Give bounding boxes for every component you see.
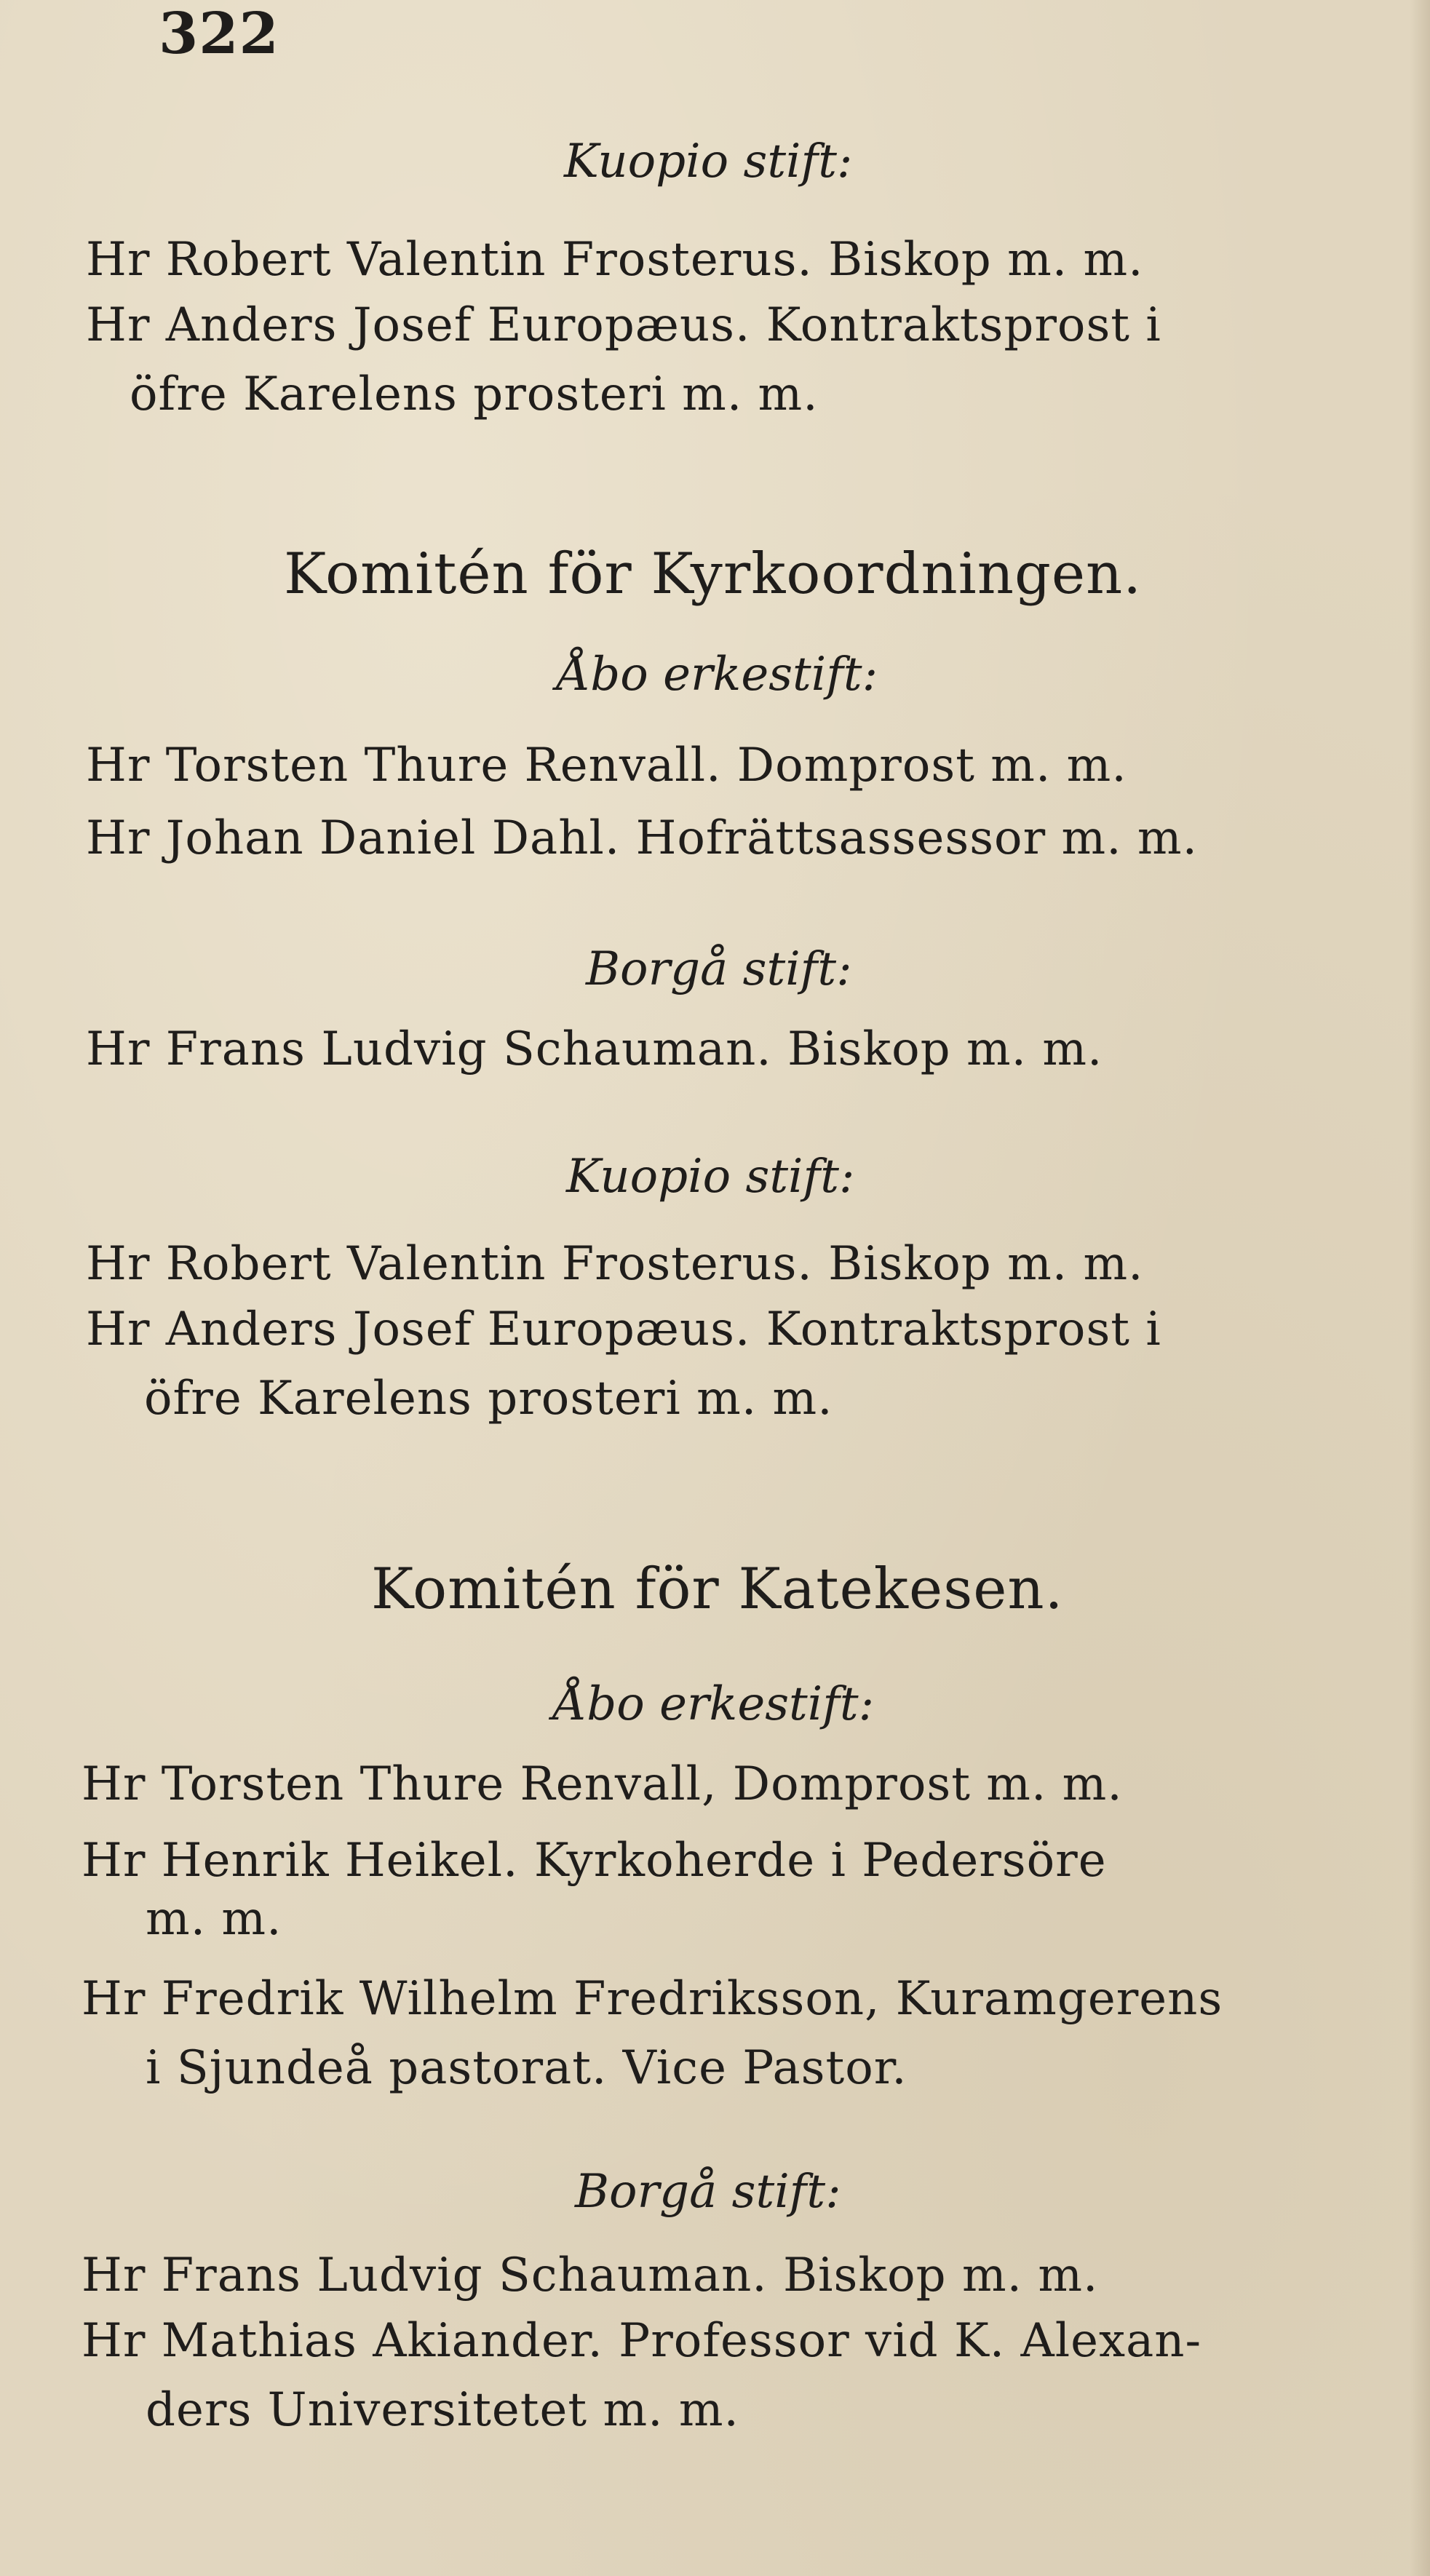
entry-frosterus-kyrko: Hr Robert Valentin Frosterus. Biskop m. m.	[86, 1237, 1144, 1291]
section-heading-kuopio-kyrko: Kuopio stift:	[566, 1150, 855, 1204]
section-heading-borga-kyrko: Borgå stift:	[586, 942, 852, 996]
page-edge-shadow	[1410, 0, 1430, 2576]
entry-akiander-kate-cont: ders Universitetet m. m.	[146, 2383, 739, 2437]
page-number: 322	[159, 1, 279, 67]
entry-fredriksson-kate: Hr Fredrik Wilhelm Fredriksson, Kuramgerens	[82, 1972, 1223, 2026]
entry-fredriksson-kate-cont: i Sjundeå pastorat. Vice Pastor.	[146, 2041, 907, 2095]
entry-renvall-kate: Hr Torsten Thure Renvall, Domprost m. m.	[82, 1757, 1123, 1811]
entry-dahl-kyrko: Hr Johan Daniel Dahl. Hofrättsassessor m. m.	[86, 811, 1198, 865]
section-heading-kuopio-top: Kuopio stift:	[564, 135, 853, 188]
entry-europaeus-top: Hr Anders Josef Europæus. Kontraktsprost i	[86, 298, 1161, 352]
entry-europaeus-kyrko-cont: öfre Karelens prosteri m. m.	[144, 1372, 833, 1426]
entry-europaeus-kyrko: Hr Anders Josef Europæus. Kontraktsprost i	[86, 1303, 1161, 1356]
section-heading-abo-kyrko: Åbo erkestift:	[557, 648, 878, 701]
entry-schauman-kate: Hr Frans Ludvig Schauman. Biskop m. m.	[82, 2249, 1099, 2302]
entry-renvall-kyrko: Hr Torsten Thure Renvall. Domprost m. m.	[86, 739, 1127, 792]
section-heading-borga-kate: Borgå stift:	[575, 2165, 841, 2219]
section-heading-abo-kate: Åbo erkestift:	[553, 1677, 875, 1731]
committee-title-kyrkoordningen: Komitén för Kyrkoordningen.	[284, 541, 1143, 607]
entry-frosterus-top: Hr Robert Valentin Frosterus. Biskop m. m.	[86, 233, 1144, 287]
entry-heikel-kate-cont: m. m.	[146, 1892, 282, 1946]
committee-title-katekesen: Komitén för Katekesen.	[371, 1557, 1064, 1622]
entry-schauman-kyrko: Hr Frans Ludvig Schauman. Biskop m. m.	[86, 1022, 1103, 1076]
entry-akiander-kate: Hr Mathias Akiander. Professor vid K. Alexan-	[82, 2314, 1202, 2368]
entry-heikel-kate: Hr Henrik Heikel. Kyrkoherde i Pedersöre	[82, 1834, 1107, 1888]
entry-europaeus-top-cont: öfre Karelens prosteri m. m.	[130, 367, 819, 421]
